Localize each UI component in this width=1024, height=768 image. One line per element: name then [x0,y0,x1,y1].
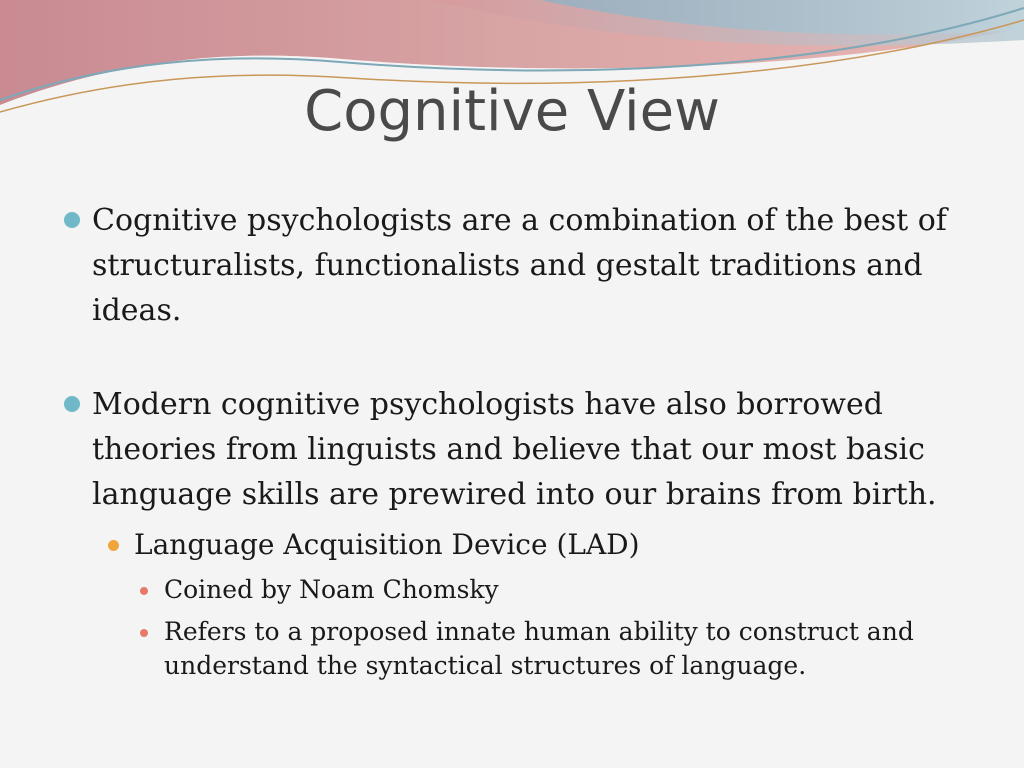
sub-sub-bullet-text: Refers to a proposed innate human ability to construct and understand the syntactical structures of language. [164,617,914,680]
sub-bullet-item [62,525,982,565]
bullet-text: Cognitive psychologists are a combination of the best of structuralists, functionalists and gestalt traditions and ideas. [92,203,947,328]
slide-title: Cognitive View [304,79,720,144]
sub-sub-bullet-item [62,573,982,607]
sub-sub-bullet-dot-icon [140,629,148,637]
sub-bullet-dot-icon [108,540,119,551]
slide-content [62,198,982,683]
sub-sub-bullet-text: Coined by Noam Chomsky [164,575,499,604]
bullet-text: Modern cognitive psychologists have also borrowed theories from linguists and believe that our most basic language skills are prewired into our brains from birth. [92,387,937,512]
bullet-item [62,198,982,333]
bullet-dot-icon [64,212,80,228]
sub-sub-bullet-item [62,615,982,683]
bullet-dot-icon [64,396,80,412]
sub-sub-bullet-dot-icon [140,587,148,595]
sub-bullet-text: Language Acquisition Device (LAD) [134,528,640,561]
bullet-item [62,382,982,517]
